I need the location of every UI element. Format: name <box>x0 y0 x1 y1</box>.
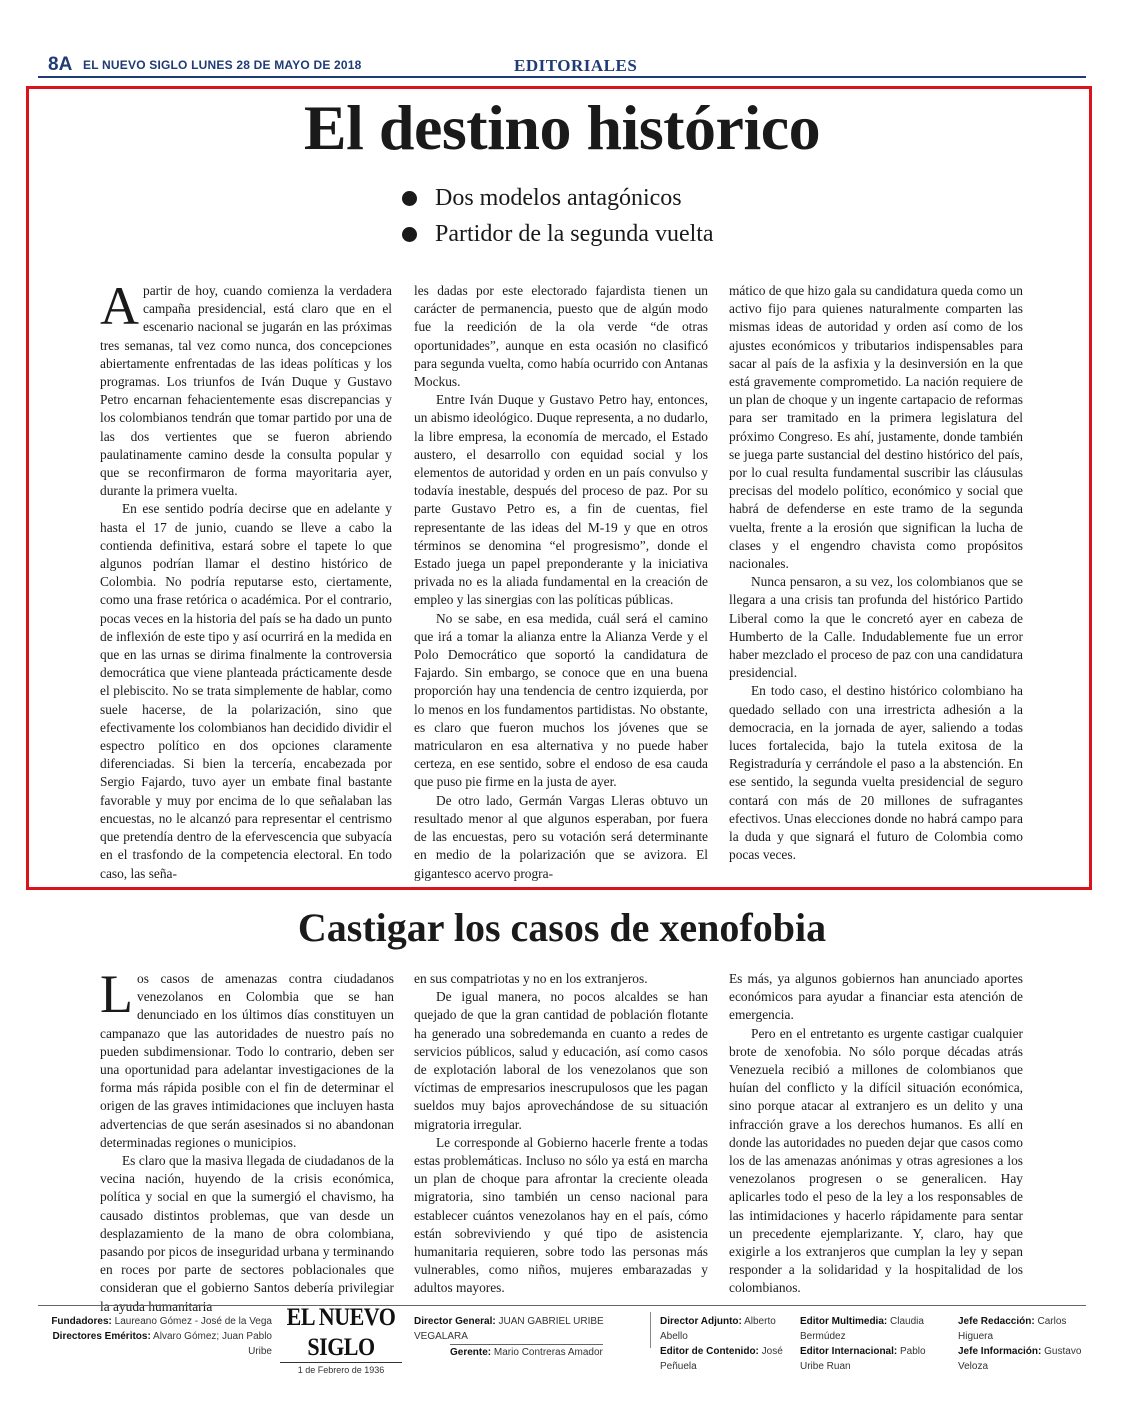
bullet-item <box>402 180 714 216</box>
newspaper-masthead <box>280 1302 402 1375</box>
editorial-1-bullets <box>402 180 714 252</box>
footer-founders <box>40 1314 272 1359</box>
adjunct-label: Director Adjunto: <box>660 1316 742 1327</box>
paragraph: En todo caso, el destino histórico colombiano ha quedado sellado con una irrestricta adhesión a la democracia, en la jornada de ayer, saliendo a todas luces fortalecida, bajo la tutela exitosa de la Registraduría y cerrándole el paso a la abstención. En ese sentido, la segunda vuelta presidencial de seguro contará con más de 20 millones de sufragantes efectivos. Unas elecciones donde no habrá campo para la duda y que signará el futuro de Colombia como pocas veces. <box>729 683 1023 863</box>
bullet-dot-icon <box>402 227 417 242</box>
paragraph: les dadas por este electorado fajardista tienen un carácter de permanencia, puesto que de algún modo fue la reedición de la ola verde “de otras oportunidades”, aunque en esta ocasión no clasificó para segunda vuelta, como había ocurrido con Antanas Mockus. <box>414 283 708 390</box>
editorial-1-column-1 <box>100 276 392 883</box>
info-label: Jefe Información: <box>958 1346 1042 1357</box>
paper-date: EL NUEVO SIGLO LUNES 28 DE MAYO DE 2018 <box>83 58 362 72</box>
content-editor-label: Editor de Contenido: <box>660 1346 759 1357</box>
editorial-1-column-3 <box>729 282 1023 865</box>
paragraph: en sus compatriotas y no en los extranjeros. <box>414 971 648 986</box>
founded-date: 1 de Febrero de 1936 <box>280 1362 402 1375</box>
paragraph: Pero en el entretanto es urgente castigar cualquier brote de xenofobia. No sólo porque décadas atrás Venezuela recibió a millones de colombianos que huían del conflicto y la difícil situación económica, sino porque atacar al extranjero es un delito y una infracción grave a los derechos humanos. Es allí en donde las autoridades no pueden dejar que casos como los de las amenazas anónimas y otras agresiones a los venezolanos progresen o se generalicen. Hay aplicarles todo el peso de la ley a los responsables de las intimidaciones y hacerlo rápidamente para sentar un precedente ejemplarizante. Y, claro, hay que exigirle a los extranjeros que cumplan la ley y sepan responder a la solidaridad y la hospitalidad de los colombianos. <box>729 1025 1023 1296</box>
bullet-text: Partidor de la segunda vuelta <box>435 221 714 247</box>
multimedia-label: Editor Multimedia: <box>800 1316 888 1327</box>
content-editor-name: José Peñuela <box>660 1346 783 1372</box>
page-number: 8A <box>48 54 73 75</box>
editorial-2-column-2 <box>414 970 708 1298</box>
bullet-text: Dos modelos antagónicos <box>435 185 682 211</box>
drop-cap: L <box>100 964 133 1024</box>
director-name: JUAN GABRIEL URIBE VEGALARA <box>414 1316 604 1342</box>
emeritus-names: Alvaro Gómez; Juan Pablo Uribe <box>153 1331 272 1357</box>
paragraph <box>100 964 394 1152</box>
founders-names: Laureano Gómez - José de la Vega <box>114 1316 272 1327</box>
adjunct-name: Alberto Abello <box>660 1316 776 1342</box>
paragraph-text: partir de hoy, cuando comienza la verdadera campaña presidencial, está claro que en el escenario nacional se jugarán en las próximas tres semanas, tal vez como nunca, dos concepciones abiertamente enfrentadas de las ideas políticas y los programas. Los triunfos de Iván Duque y Gustavo Petro encarnan fehacientemente esas discrepancias y los colombianos tendrán que tomar partido por una de las dos vertientes que se fueron abriendo paulatinamente camino desde la consulta popular y que se reconfirmaron de forma mayoritaria ayer, durante la primera vuelta. <box>100 283 392 499</box>
drop-cap: A <box>100 276 139 336</box>
footer-separator <box>650 1312 651 1348</box>
newsroom-label: Jefe Redacción: <box>958 1316 1035 1327</box>
paragraph <box>100 276 392 500</box>
founders-label: Fundadores: <box>51 1316 112 1327</box>
paragraph: Entre Iván Duque y Gustavo Petro hay, entonces, un abismo ideológico. Duque representa, a no dudarlo, la libre empresa, la economía de mercado, el Estado austero, el desarrollo con equidad social y los elementos de autoridad y orden en un país convulso y todavía inestable, después del proceso de paz. Por su parte Gustavo Petro es, a fin de cuentas, fiel representante de las ideas del M-19 y que en otros términos se denomina “el progresismo”, donde el Estado juega un papel preponderante y la iniciativa privada no es la aliada fundamental en la creación de empleo y las sinergias con las políticas públicas. <box>414 392 708 608</box>
editorial-1-column-2 <box>414 282 708 883</box>
section-title: EDITORIALES <box>514 56 638 75</box>
newspaper-logo: EL NUEVO SIGLO <box>286 1302 396 1361</box>
paragraph: Es claro que la masiva llegada de ciudadanos de la vecina nación, huyendo de la crisis económica, política y social en que la sumergió el chavismo, ha causado distintos problemas, que van desde un desplazamiento de la mano de obra colombiana, pasando por picos de inseguridad urbana y terminando en roces por parte de sectores poblacionales que consideran que el gobierno Santos debería privilegiar la ayuda humanitaria <box>100 1153 394 1314</box>
paragraph-text: os casos de amenazas contra ciudadanos venezolanos en Colombia que se han denunciado en los últimos días constituyen un campanazo que las autoridades de nuestro país no pueden subdimensionar. Todo lo contrario, deben ser una oportunidad para adelantar investigaciones de la forma más rápida posible con el fin de determinar el origen de las graves intimidaciones que incluyen hasta advertencias de que serán asesinados si no abandonan determinadas regiones o municipios. <box>100 971 394 1150</box>
page-header-bar <box>38 54 1086 78</box>
bullet-item <box>402 216 714 252</box>
paragraph: De igual manera, no pocos alcaldes se han quejado de que la gran cantidad de población flotante ha generado una sobredemanda en cuanto a redes de servicios públicos, salud y educación, así como casos de explotación laboral de los venezolanos que son víctimas de empresarios inescrupulosos que les pagan sueldos muy bajos aprovechándose de su situación migratoria irregular. <box>414 989 708 1132</box>
footer-editors-3 <box>958 1314 1088 1374</box>
editorial-1-title: El destino histórico <box>303 92 821 163</box>
international-name: Pablo Uribe Ruan <box>800 1346 926 1372</box>
emeritus-label: Directores Eméritos: <box>52 1331 151 1342</box>
info-name: Gustavo Veloza <box>958 1346 1082 1372</box>
footer-director <box>414 1314 646 1360</box>
paragraph: mático de que hizo gala su candidatura queda como un activo fijo para quienes naturalmente comparten las mismas ideas de autoridad y orden así como de los ajustes económicos y tributarios indispensables para sacar al país de la asfixia y la desinversión en la que está gravemente comprometido. La nación requiere de un plan de choque y un ingente cartapacio de reformas para ser tramitado en la primera legislatura del próximo Congreso. Es ahí, justamente, donde también se juega parte sustancial del destino histórico del país, por lo cual resulta fundamental suscribir las cláusulas precisas del modelo político, económico y social que habrá de defenderse en este tramo de la segunda vuelta, frente a la erosión que significan la lucha de clases y el engendro chavista como propósitos nacionales. <box>729 283 1023 572</box>
editorial-2-column-1 <box>100 964 394 1316</box>
newsroom-name: Carlos Higuera <box>958 1316 1067 1342</box>
footer-editors-2 <box>800 1314 950 1374</box>
footer-divider <box>38 1305 1086 1306</box>
paragraph: De otro lado, Germán Vargas Lleras obtuvo un resultado menor al que algunos esperaban, por fuera de las encuestas, pero su votación será determinante en medio de la polarización que se avizora. El gigantesco acervo progra- <box>414 792 708 881</box>
paragraph: Le corresponde al Gobierno hacerle frente a todas estas problemáticas. Incluso no sólo ya está en marcha un plan de choque para afrontar la creciente oleada migratoria, sino también un censo nacional para establecer cuántos venezolanos hay en el país, cómo están sobreviviendo y qué tipo de asistencia humanitaria requieren, sobre todo las personas más vulnerables, como niños, mujeres embarazadas y adultos mayores. <box>414 1134 708 1296</box>
paragraph: No se sabe, en esa medida, cuál será el camino que irá a tomar la alianza entre la Alianza Verde y el Polo Democrático que soportó la candidatura de Fajardo. Sin embargo, se conoce que en una buena proporción hay una tendencia de centro izquierda, por lo menos en los fundamentos partidistas. No obstante, es claro que fueron muchos los jóvenes que se matricularon en esa alternativa y no puede haber certeza, en ese sentido, sobre el endoso de esa cauda que puso pie firme en la justa de ayer. <box>414 610 708 790</box>
manager-label: Gerente: <box>450 1347 492 1358</box>
paragraph: Nunca pensaron, a su vez, los colombianos que se llegara a una crisis tan profunda del histórico Partido Liberal como la que le concretó ayer en cabeza de Humberto de la Calle. Indudablemente fue un error haber mezclado el proceso de paz con una candidatura presidencial. <box>729 574 1023 681</box>
footer-editors-1 <box>660 1314 800 1374</box>
multimedia-name: Claudia Bermúdez <box>800 1316 924 1342</box>
international-label: Editor Internacional: <box>800 1346 898 1357</box>
director-label: Director General: <box>414 1316 496 1327</box>
editorial-2-column-3 <box>729 970 1023 1298</box>
manager-name: Mario Contreras Amador <box>493 1347 603 1358</box>
paragraph: Es más, ya algunos gobiernos han anunciado aportes económicos para ayudar a financiar esta atención de emergencia. <box>729 971 1023 1023</box>
bullet-dot-icon <box>402 191 417 206</box>
editorial-2-title: Castigar los casos de xenofobia <box>297 905 827 950</box>
paragraph: En ese sentido podría decirse que en adelante y hasta el 17 de junio, cuando se lleve a cabo la contienda definitiva, estará sobre el tapete lo que algunos podrían llamar el destino histórico de Colombia. No podría reputarse esto, ciertamente, como una frase retórica o académica. Por el contrario, pocas veces en la historia del país se ha dado un punto de inflexión de este tipo y así ocurrirá en la medida en que en las urnas se dirima finalmente la controversia democrática que viene planteada prácticamente desde el plebiscito. No se trata simplemente de hablar, como suele hacerse, de la polarización, sino que efectivamente los colombianos han decidido dividir el espectro político en dos opciones claramente diferenciadas. Si bien la tercería, encabezada por Sergio Fajardo, tuvo ayer un embate final bastante favorable y muy por encima de lo que señalaban las encuestas, no le alcanzó para representar el centrismo que pretendía dentro de la efervescencia que subyacía en el trasfondo de la competencia electoral. En todo caso, las seña- <box>100 501 392 881</box>
